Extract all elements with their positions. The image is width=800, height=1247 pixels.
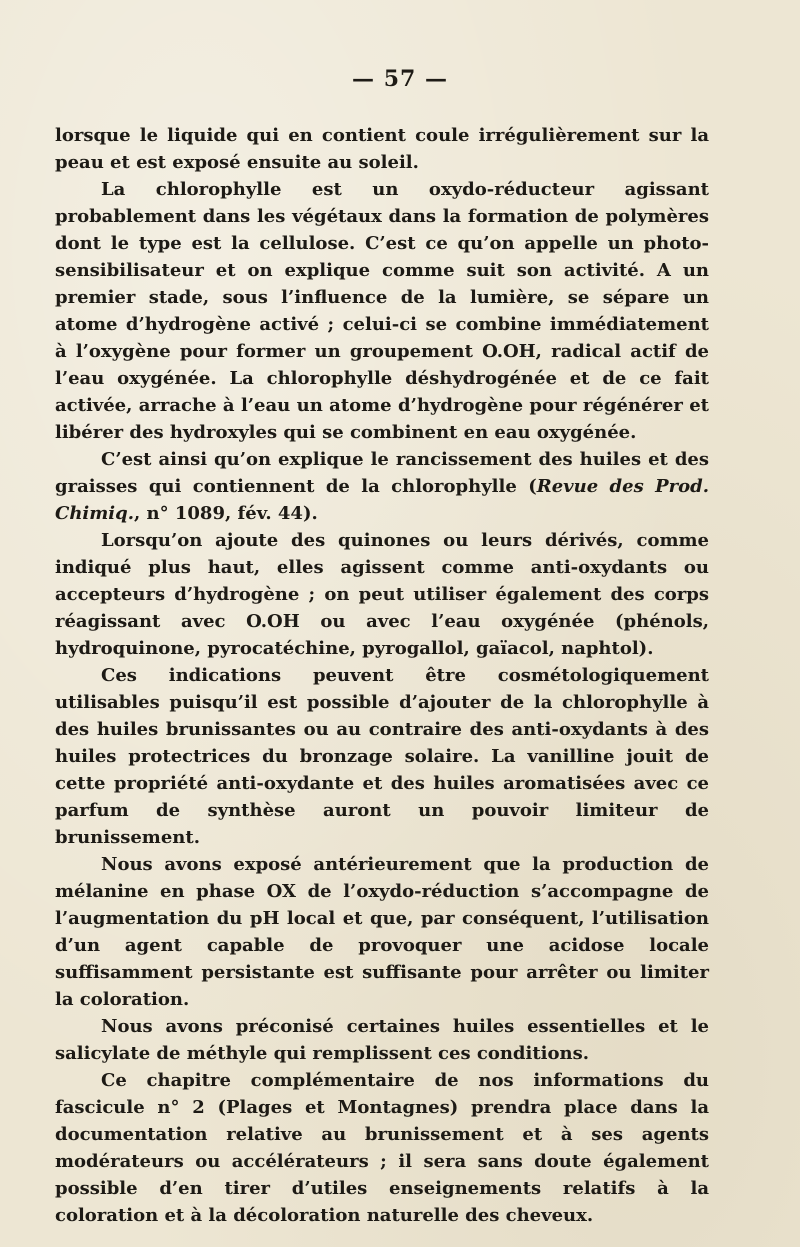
journal-reference: Revue des Prod. Chimiq.	[55, 476, 709, 524]
paragraph-3	[55, 446, 709, 527]
paragraph-8: Ce chapitre complémentaire de nos informations du fascicule n° 2 (Plages et Montagnes) prendra place dans la documentation relative au brunissement et à ses agents modérateurs ou accélérateurs ; il sera sans doute également possible d’en tirer d’utiles enseignements relatifs à la coloration et à la décoloration naturelle des cheveux.	[55, 1070, 709, 1226]
paragraph-1: lorsque le liquide qui en contient coule irrégulièrement sur la peau et est exposé ensuite au soleil.	[55, 125, 709, 173]
paragraph-7: Nous avons préconisé certaines huiles essentielles et le salicylate de méthyle qui remplissent ces conditions.	[55, 1016, 709, 1064]
paragraph-5: Ces indications peuvent être cosmétologiquement utilisables puisqu’il est possible d’ajouter de la chlorophylle à des huiles brunissantes ou au contraire des anti-oxydants à des huiles protectrices du bronzage solaire. La vanilline jouit de cette propriété anti-oxydante et des huiles aromatisées avec ce parfum de synthèse auront un pouvoir limiteur de brunissement.	[55, 665, 709, 848]
page-number: — 57 —	[352, 66, 448, 92]
body-text	[55, 122, 709, 1229]
paragraph-3-text-before: C’est ainsi qu’on explique le rancissement des huiles et des graisses qui contiennent de la chlorophylle (	[55, 449, 709, 497]
paragraph-3-text-after: , n° 1089, fév. 44).	[134, 503, 318, 524]
paragraph-2: La chlorophylle est un oxydo-réducteur agissant probablement dans les végétaux dans la formation de polymères dont le type est la cellulose. C’est ce qu’on appelle un photo-sensibilisateur et on explique comme suit son activité. A un premier stade, sous l’influence de la lumière, se sépare un atome d’hydrogène activé ; celui-ci se combine immédiatement à l’oxygène pour former un groupement O.OH, radical actif de l’eau oxygénée. La chlorophylle déshydrogénée et de ce fait activée, arrache à l’eau un atome d’hydrogène pour régénérer et libérer des hydroxyles qui se combinent en eau oxygénée.	[55, 179, 709, 443]
paragraph-4: Lorsqu’on ajoute des quinones ou leurs dérivés, comme indiqué plus haut, elles agissent comme anti-oxydants ou accepteurs d’hydrogène ; on peut utiliser également des corps réagissant avec O.OH ou avec l’eau oxygénée (phénols, hydroquinone, pyrocatéchine, pyrogallol, gaïacol, naphtol).	[55, 530, 709, 659]
paragraph-6: Nous avons exposé antérieurement que la production de mélanine en phase OX de l’oxydo-réduction s’accompagne de l’augmentation du pH local et que, par conséquent, l’utilisation d’un agent capable de provoquer une acidose locale suffisamment persistante est suffisante pour arrêter ou limiter la coloration.	[55, 854, 709, 1010]
